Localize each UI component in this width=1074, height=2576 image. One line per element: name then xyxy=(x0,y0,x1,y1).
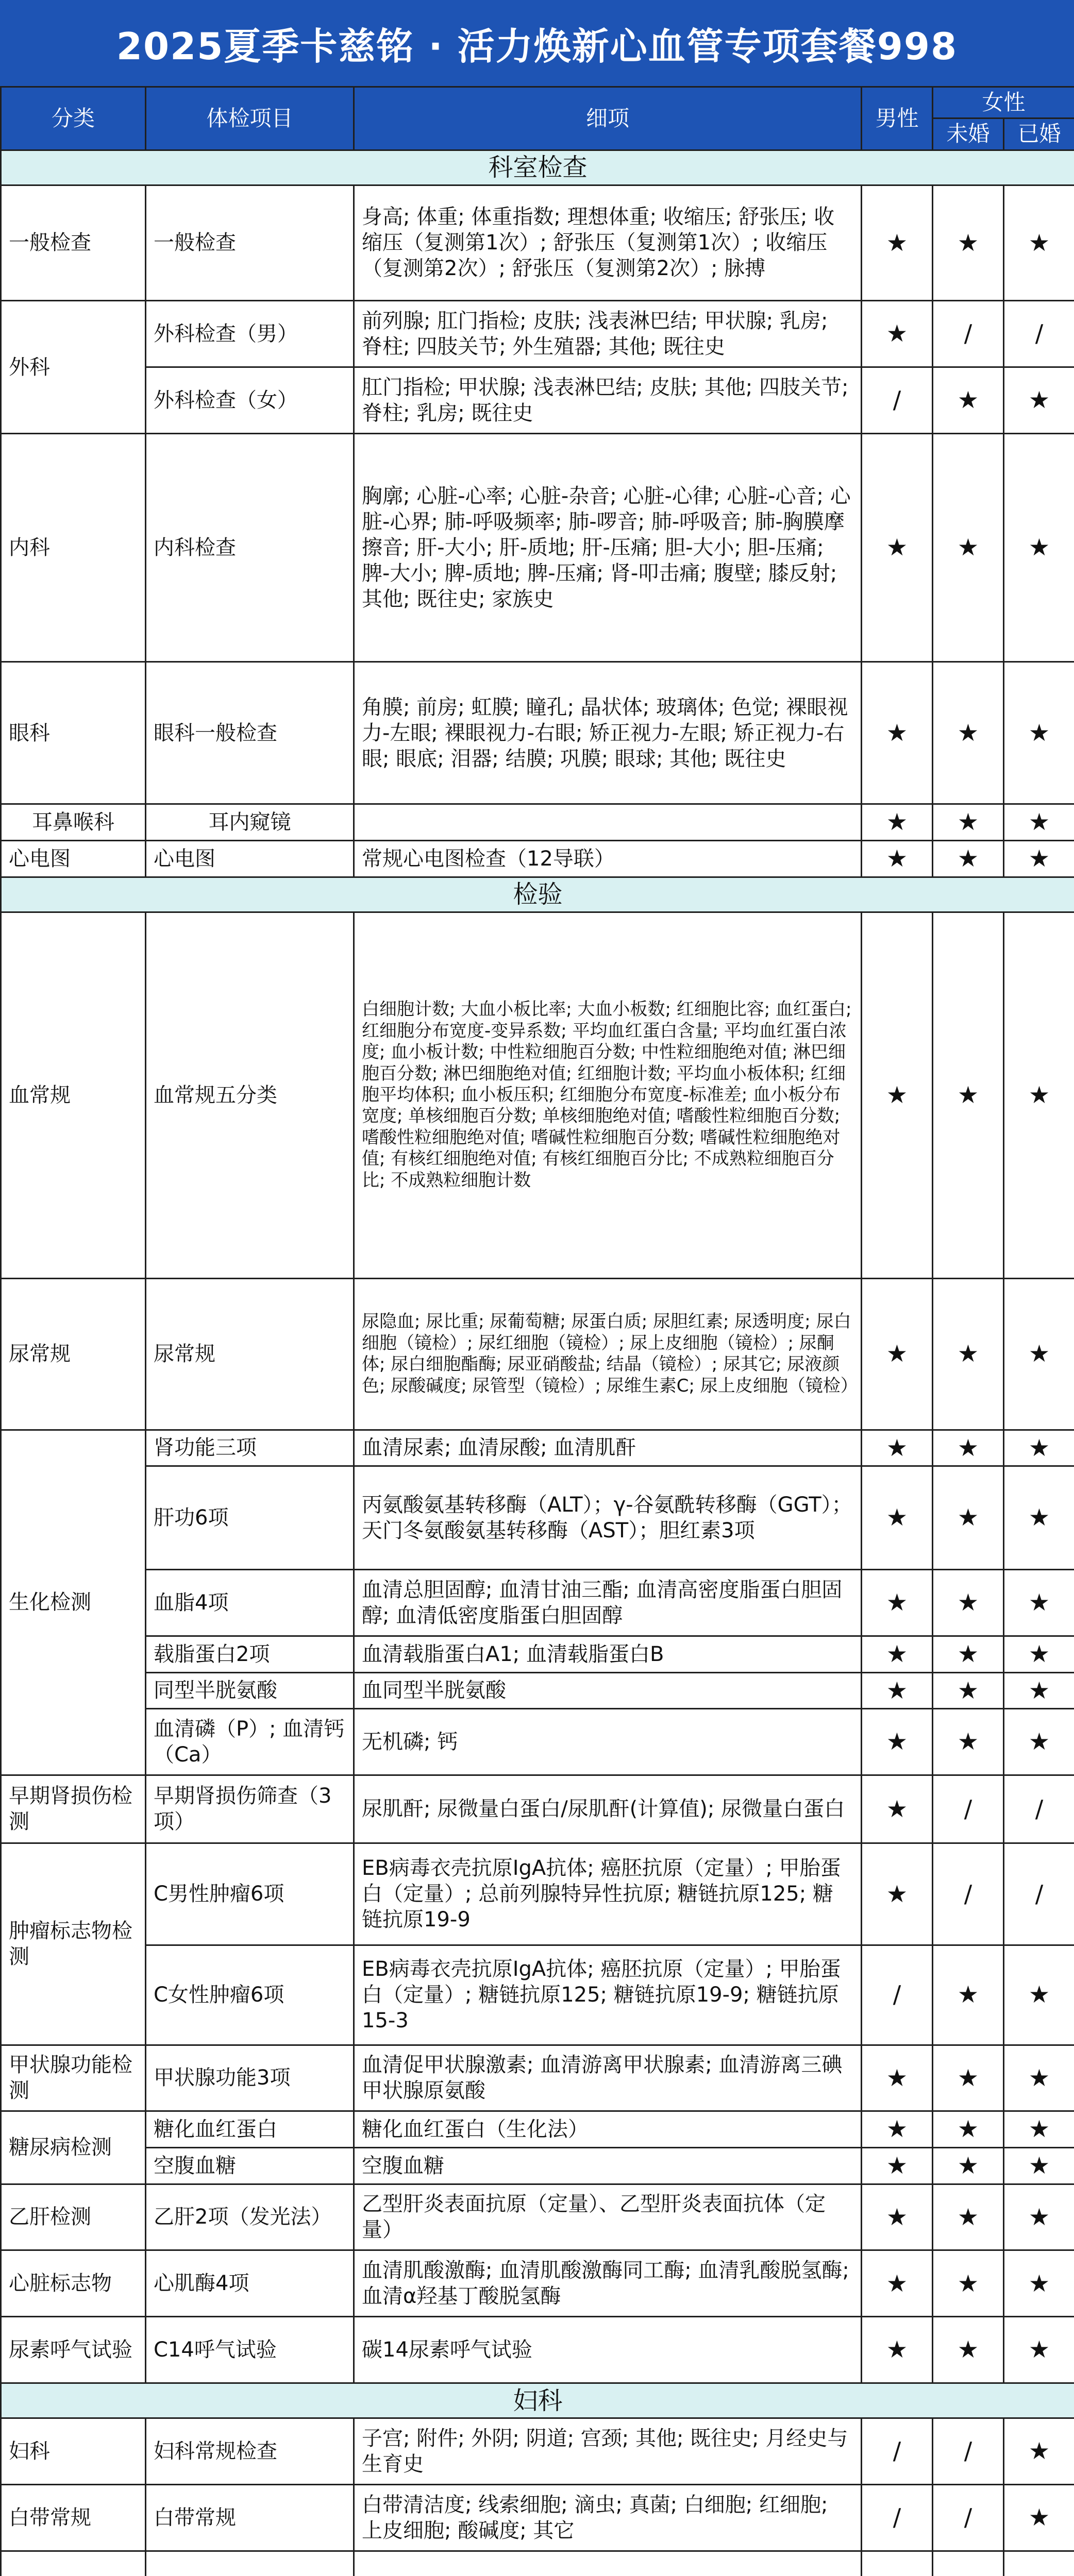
row-detail: 空腹血糖 xyxy=(354,2147,862,2184)
row-detail: 碳14尿素呼气试验 xyxy=(354,2317,862,2383)
row-category: 心电图 xyxy=(1,841,146,877)
row-category: 内科 xyxy=(1,433,146,662)
table-row xyxy=(1,2484,1074,2551)
row-female-married: ★ xyxy=(1004,2484,1074,2551)
package-table xyxy=(0,86,1074,2576)
row-female-unmarried: ★ xyxy=(933,2184,1004,2250)
row-female-married: ★ xyxy=(1004,1709,1074,1775)
row-male: ★ xyxy=(862,1775,933,1843)
row-item: C14呼气试验 xyxy=(146,2317,354,2383)
header-unmarried: 未婚 xyxy=(933,118,1004,150)
row-male: ★ xyxy=(862,2317,933,2383)
row-female-unmarried: / xyxy=(933,1775,1004,1843)
row-item: C女性肿瘤6项 xyxy=(146,1945,354,2045)
row-item: 肾功能三项 xyxy=(146,1430,354,1466)
row-female-married: ★ xyxy=(1004,1466,1074,1570)
row-category: 血常规 xyxy=(1,912,146,1278)
row-female-unmarried: ★ xyxy=(933,1636,1004,1672)
row-male: ★ xyxy=(862,1672,933,1709)
table-row xyxy=(1,1775,1074,1843)
row-female-married: ★ xyxy=(1004,1430,1074,1466)
row-female-married: ★ xyxy=(1004,2111,1074,2148)
row-male: ★ xyxy=(862,662,933,804)
table-row xyxy=(1,433,1074,662)
header-male: 男性 xyxy=(862,87,933,150)
row-female-unmarried: ★ xyxy=(933,433,1004,662)
row-category: 肿瘤标志物检测 xyxy=(1,1843,146,2045)
row-female-unmarried: / xyxy=(933,301,1004,367)
row-detail: 前列腺; 肛门指检; 皮肤; 浅表淋巴结; 甲状腺; 乳房; 脊柱; 四肢关节; 外生殖器; 其他; 既往史 xyxy=(354,301,862,367)
row-item: C男性肿瘤6项 xyxy=(146,1843,354,1945)
row-male: ★ xyxy=(862,301,933,367)
row-detail: 丙氨酸氨基转移酶（ALT）；γ-谷氨酰转移酶（GGT）；天门冬氨酸氨基转移酶（AST）；胆红素3项 xyxy=(354,1466,862,1570)
table-row xyxy=(1,1672,1074,1709)
row-item: 尿常规 xyxy=(146,1278,354,1430)
row-male: / xyxy=(862,1945,933,2045)
row-female-married: ★ xyxy=(1004,2317,1074,2383)
row-item: 乙肝2项（发光法） xyxy=(146,2184,354,2250)
row-detail: 糖化血红蛋白（生化法） xyxy=(354,2111,862,2148)
table-row xyxy=(1,301,1074,367)
row-category: 妇科 xyxy=(1,2418,146,2485)
row-female-unmarried: ★ xyxy=(933,2111,1004,2148)
row-female-unmarried: ★ xyxy=(933,1945,1004,2045)
row-female-unmarried: / xyxy=(933,2418,1004,2485)
header-row-1 xyxy=(1,87,1074,118)
row-male: ★ xyxy=(862,1430,933,1466)
row-female-married: ★ xyxy=(1004,2045,1074,2111)
row-item: 甲状腺功能3项 xyxy=(146,2045,354,2111)
row-detail: 血清载脂蛋白A1; 血清载脂蛋白B xyxy=(354,1636,862,1672)
row-category xyxy=(1,2551,146,2576)
row-detail: 子宫; 附件; 外阴; 阴道; 宫颈; 其他; 既往史; 月经史与生育史 xyxy=(354,2418,862,2485)
row-female-married: ★ xyxy=(1004,185,1074,301)
row-item: 白带常规 xyxy=(146,2484,354,2551)
row-item: 一般检查 xyxy=(146,185,354,301)
row-male: ★ xyxy=(862,841,933,877)
row-female-married: ★ xyxy=(1004,662,1074,804)
row-item: 肝功6项 xyxy=(146,1466,354,1570)
row-female-married: / xyxy=(1004,1775,1074,1843)
row-detail: 乙型肝炎表面抗原（定量）、乙型肝炎表面抗体（定量） xyxy=(354,2184,862,2250)
row-category: 心脏标志物 xyxy=(1,2250,146,2317)
row-detail: 无机磷; 钙 xyxy=(354,1709,862,1775)
table-row xyxy=(1,1570,1074,1636)
row-detail: 白细胞计数; 大血小板比率; 大血小板数; 红细胞比容; 血红蛋白; 红细胞分布宽度-变异系数; 平均血红蛋白含量; 平均血红蛋白浓度; 血小板计数; 中性粒细胞百分数; 中性粒细胞绝对值; 淋巴细胞百分数; 淋巴细胞绝对值; 红细胞计数; 平均血小板体积; 红细胞平均体积; 血小板压积; 红细胞分布宽度-标准差; 血小板分布宽度; 单核细胞百分数; 单核细胞绝对值; 嗜酸性粒细胞百分数; 嗜酸性粒细胞绝对值; 嗜碱性粒细胞百分数; 嗜碱性粒细胞绝对值; 有核红细胞绝对值; 有核红细胞百分比; 不成熟粒细胞百分比; 不成熟粒细胞计数 xyxy=(354,912,862,1278)
row-female-unmarried: / xyxy=(933,2484,1004,2551)
row-female-unmarried: ★ xyxy=(933,2317,1004,2383)
table-row xyxy=(1,2551,1074,2576)
table-row xyxy=(1,1945,1074,2045)
row-item: 血常规五分类 xyxy=(146,912,354,1278)
row-female-married: ★ xyxy=(1004,841,1074,877)
row-item: 外科检查（女） xyxy=(146,367,354,434)
header-married: 已婚 xyxy=(1004,118,1074,150)
row-category: 尿常规 xyxy=(1,1278,146,1430)
row-detail: 血清尿素; 血清尿酸; 血清肌酐 xyxy=(354,1430,862,1466)
row-male xyxy=(862,2551,933,2576)
row-male: ★ xyxy=(862,2250,933,2317)
row-item: 载脂蛋白2项 xyxy=(146,1636,354,1672)
table-row xyxy=(1,841,1074,877)
row-category: 耳鼻喉科 xyxy=(1,804,146,841)
row-female-unmarried: ★ xyxy=(933,2147,1004,2184)
row-female-unmarried: ★ xyxy=(933,912,1004,1278)
row-item: 心肌酶4项 xyxy=(146,2250,354,2317)
table-row xyxy=(1,2418,1074,2485)
header-detail: 细项 xyxy=(354,87,862,150)
row-female-married: ★ xyxy=(1004,1636,1074,1672)
row-item: 妇科常规检查 xyxy=(146,2418,354,2485)
row-detail: EB病毒衣壳抗原IgA抗体; 癌胚抗原（定量）; 甲胎蛋白（定量）; 糖链抗原125; 糖链抗原19-9; 糖链抗原15-3 xyxy=(354,1945,862,2045)
table-row xyxy=(1,2147,1074,2184)
row-category: 一般检查 xyxy=(1,185,146,301)
row-item: 早期肾损伤筛查（3项） xyxy=(146,1775,354,1843)
row-female-married: ★ xyxy=(1004,1278,1074,1430)
row-male: ★ xyxy=(862,912,933,1278)
row-female-unmarried xyxy=(933,2551,1004,2576)
row-male: ★ xyxy=(862,1570,933,1636)
row-detail: 常规心电图检查（12导联） xyxy=(354,841,862,877)
row-detail: 白带清洁度; 线索细胞; 滴虫; 真菌; 白细胞; 红细胞; 上皮细胞; 酸碱度; 其它 xyxy=(354,2484,862,2551)
table-row xyxy=(1,2111,1074,2148)
row-female-unmarried: ★ xyxy=(933,2250,1004,2317)
row-category: 早期肾损伤检测 xyxy=(1,1775,146,1843)
row-detail: 肛门指检; 甲状腺; 浅表淋巴结; 皮肤; 其他; 四肢关节; 脊柱; 乳房; 既往史 xyxy=(354,367,862,434)
row-detail: EB病毒衣壳抗原IgA抗体; 癌胚抗原（定量）; 甲胎蛋白（定量）; 总前列腺特异性抗原; 糖链抗原125; 糖链抗原19-9 xyxy=(354,1843,862,1945)
row-male: ★ xyxy=(862,2147,933,2184)
row-category: 眼科 xyxy=(1,662,146,804)
row-male: ★ xyxy=(862,433,933,662)
row-item: 血清磷（P）; 血清钙（Ca） xyxy=(146,1709,354,1775)
row-item: 眼科一般检查 xyxy=(146,662,354,804)
row-female-unmarried: ★ xyxy=(933,804,1004,841)
row-detail: 胸廓; 心脏-心率; 心脏-杂音; 心脏-心律; 心脏-心音; 心脏-心界; 肺-呼吸频率; 肺-啰音; 肺-呼吸音; 肺-胸膜摩擦音; 肝-大小; 肝-质地; 肝-压痛; 胆-大小; 胆-压痛; 脾-大小; 脾-质地; 脾-压痛; 肾-叩击痛; 腹壁; 膝反射; 其他; 既往史; 家族史 xyxy=(354,433,862,662)
row-item: 同型半胱氨酸 xyxy=(146,1672,354,1709)
table-row xyxy=(1,185,1074,301)
row-male: ★ xyxy=(862,2045,933,2111)
row-category: 外科 xyxy=(1,301,146,434)
row-category: 乙肝检测 xyxy=(1,2184,146,2250)
row-item: 糖化血红蛋白 xyxy=(146,2111,354,2148)
header-female: 女性 xyxy=(933,87,1074,118)
title-bar xyxy=(0,0,1074,86)
row-male: ★ xyxy=(862,1709,933,1775)
table-row xyxy=(1,662,1074,804)
table-row xyxy=(1,367,1074,434)
row-female-married: ★ xyxy=(1004,912,1074,1278)
table-row xyxy=(1,2184,1074,2250)
row-male: / xyxy=(862,2418,933,2485)
row-detail: 血清肌酸激酶; 血清肌酸激酶同工酶; 血清乳酸脱氢酶; 血清α羟基丁酸脱氢酶 xyxy=(354,2250,862,2317)
row-category: 白带常规 xyxy=(1,2484,146,2551)
row-female-married: ★ xyxy=(1004,2250,1074,2317)
row-female-married: / xyxy=(1004,1843,1074,1945)
row-detail: 尿肌酐; 尿微量白蛋白/尿肌酐(计算值); 尿微量白蛋白 xyxy=(354,1775,862,1843)
section-dept: 科室检查 xyxy=(1,150,1074,185)
table-row xyxy=(1,1636,1074,1672)
row-detail: 血清总胆固醇; 血清甘油三酯; 血清高密度脂蛋白胆固醇; 血清低密度脂蛋白胆固醇 xyxy=(354,1570,862,1636)
row-detail xyxy=(354,804,862,841)
row-female-married xyxy=(1004,2551,1074,2576)
row-female-married: ★ xyxy=(1004,1672,1074,1709)
row-female-married: ★ xyxy=(1004,1945,1074,2045)
row-female-unmarried: ★ xyxy=(933,185,1004,301)
row-male: / xyxy=(862,367,933,434)
row-detail xyxy=(354,2551,862,2576)
row-male: ★ xyxy=(862,1278,933,1430)
table-row xyxy=(1,912,1074,1278)
table-row xyxy=(1,1709,1074,1775)
row-female-unmarried: ★ xyxy=(933,1430,1004,1466)
row-female-unmarried: / xyxy=(933,1843,1004,1945)
header-category: 分类 xyxy=(1,87,146,150)
row-female-married: ★ xyxy=(1004,433,1074,662)
row-item: 内科检查 xyxy=(146,433,354,662)
row-female-unmarried: ★ xyxy=(933,367,1004,434)
row-female-married: / xyxy=(1004,301,1074,367)
row-category: 生化检测 xyxy=(1,1430,146,1775)
row-category: 尿素呼气试验 xyxy=(1,2317,146,2383)
row-female-unmarried: ★ xyxy=(933,841,1004,877)
row-male: ★ xyxy=(862,2184,933,2250)
row-detail: 角膜; 前房; 虹膜; 瞳孔; 晶状体; 玻璃体; 色觉; 裸眼视力-左眼; 裸眼视力-右眼; 矫正视力-左眼; 矫正视力-右眼; 眼底; 泪器; 结膜; 巩膜; 眼球; 其他; 既往史 xyxy=(354,662,862,804)
table-row xyxy=(1,1430,1074,1466)
row-item: 耳内窥镜 xyxy=(146,804,354,841)
row-male: ★ xyxy=(862,1466,933,1570)
row-female-unmarried: ★ xyxy=(933,1709,1004,1775)
section-row xyxy=(1,150,1074,185)
page-title: 2025夏季卡慈铭 · 活力焕新心血管专项套餐998 xyxy=(116,24,958,68)
row-category: 甲状腺功能检测 xyxy=(1,2045,146,2111)
row-detail: 血同型半胱氨酸 xyxy=(354,1672,862,1709)
row-male: / xyxy=(862,2484,933,2551)
row-detail: 尿隐血; 尿比重; 尿葡萄糖; 尿蛋白质; 尿胆红素; 尿透明度; 尿白细胞（镜检）; 尿红细胞（镜检）; 尿上皮细胞（镜检）; 尿酮体; 尿白细胞酯酶; 尿亚硝酸盐; 结晶（镜检）; 尿其它; 尿液颜色; 尿酸碱度; 尿管型（镜检）; 尿维生素C; 尿上皮细胞（镜检） xyxy=(354,1278,862,1430)
table-row xyxy=(1,2045,1074,2111)
row-female-unmarried: ★ xyxy=(933,662,1004,804)
section-lab: 检验 xyxy=(1,877,1074,912)
header-item: 体检项目 xyxy=(146,87,354,150)
row-female-unmarried: ★ xyxy=(933,1570,1004,1636)
row-male: ★ xyxy=(862,804,933,841)
row-category: 糖尿病检测 xyxy=(1,2111,146,2184)
row-female-married: ★ xyxy=(1004,804,1074,841)
row-female-unmarried: ★ xyxy=(933,2045,1004,2111)
table-row xyxy=(1,2317,1074,2383)
row-female-married: ★ xyxy=(1004,2147,1074,2184)
row-item: 心电图 xyxy=(146,841,354,877)
row-female-married: ★ xyxy=(1004,2184,1074,2250)
row-female-unmarried: ★ xyxy=(933,1466,1004,1570)
section-row xyxy=(1,877,1074,912)
row-female-unmarried: ★ xyxy=(933,1278,1004,1430)
table-row xyxy=(1,1278,1074,1430)
row-female-unmarried: ★ xyxy=(933,1672,1004,1709)
table-row xyxy=(1,1466,1074,1570)
row-item xyxy=(146,2551,354,2576)
row-detail: 身高; 体重; 体重指数; 理想体重; 收缩压; 舒张压; 收缩压（复测第1次）; 舒张压（复测第1次）; 收缩压（复测第2次）; 舒张压（复测第2次）; 脉搏 xyxy=(354,185,862,301)
table-row xyxy=(1,2250,1074,2317)
row-item: 血脂4项 xyxy=(146,1570,354,1636)
row-male: ★ xyxy=(862,1636,933,1672)
table-row xyxy=(1,804,1074,841)
section-gyn: 妇科 xyxy=(1,2383,1074,2418)
row-male: ★ xyxy=(862,2111,933,2148)
row-male: ★ xyxy=(862,1843,933,1945)
section-row xyxy=(1,2383,1074,2418)
row-item: 外科检查（男） xyxy=(146,301,354,367)
row-female-married: ★ xyxy=(1004,1570,1074,1636)
row-female-married: ★ xyxy=(1004,367,1074,434)
row-female-married: ★ xyxy=(1004,2418,1074,2485)
row-male: ★ xyxy=(862,185,933,301)
row-detail: 血清促甲状腺激素; 血清游离甲状腺素; 血清游离三碘甲状腺原氨酸 xyxy=(354,2045,862,2111)
row-item: 空腹血糖 xyxy=(146,2147,354,2184)
table-row xyxy=(1,1843,1074,1945)
